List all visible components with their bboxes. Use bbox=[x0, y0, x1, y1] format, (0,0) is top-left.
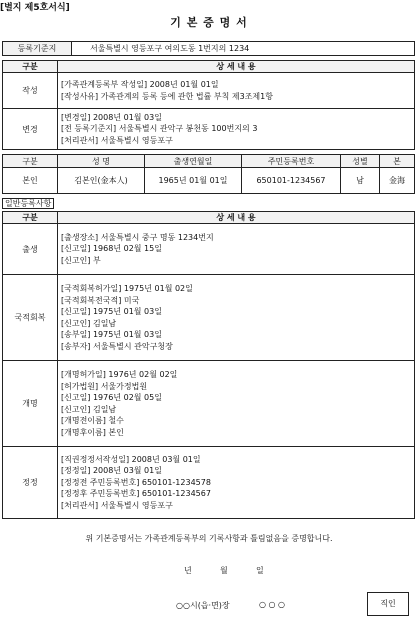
general-row bbox=[3, 361, 415, 447]
general-row bbox=[3, 275, 415, 361]
record-category: 변경 bbox=[3, 109, 58, 150]
detail-line: [신고일] 1976년 02월 05일 bbox=[61, 393, 162, 402]
detail-line: [허가법원] 서울가정법원 bbox=[61, 381, 148, 391]
detail-line: [변경일] 2008년 01월 03일 bbox=[61, 112, 162, 122]
general-header-detail: 상 세 내 용 bbox=[58, 212, 415, 224]
general-detail bbox=[58, 275, 415, 361]
person-header: 출생연월일 bbox=[145, 155, 242, 168]
person-origin: 金海 bbox=[380, 168, 415, 194]
general-section-label: 일반등록사항 bbox=[2, 198, 54, 209]
person-header: 본 bbox=[380, 155, 415, 168]
certification-statement: 위 기본증명서는 가족관계등록부의 기록사항과 틀림없음을 증명합니다. bbox=[85, 534, 333, 543]
person-gender: 남 bbox=[341, 168, 380, 194]
date-day-label: 일 bbox=[256, 566, 264, 575]
record-detail bbox=[58, 109, 415, 150]
detail-line: [처리관서] 서울특별시 영등포구 bbox=[61, 135, 173, 145]
official-name: ○ ○ ○ bbox=[259, 600, 286, 609]
record-header-detail: 상 세 내 용 bbox=[58, 61, 415, 73]
detail-line: [작성사유] 가족관계의 등록 등에 관한 법률 부칙 제3조제1항 bbox=[61, 91, 273, 101]
general-category: 개명 bbox=[3, 361, 58, 447]
detail-line: [정정전 주민등록번호] 650101-1234578 bbox=[61, 477, 211, 487]
person-header: 구분 bbox=[3, 155, 58, 168]
detail-line: [국적회복허가일] 1975년 01월 02일 bbox=[61, 284, 193, 293]
detail-line: [개명전이름] 철수 bbox=[61, 416, 124, 425]
person-table bbox=[2, 154, 415, 194]
person-header: 성별 bbox=[341, 155, 380, 168]
issuing-official: ○○시(읍·면)장 bbox=[176, 601, 230, 610]
detail-line: [전 등록기준지] 서울특별시 관악구 봉천동 100번지의 3 bbox=[61, 124, 258, 134]
general-header-category: 구분 bbox=[3, 212, 58, 224]
detail-line: [직권정정서작성일] 2008년 03월 01일 bbox=[61, 454, 201, 464]
person-header: 성 명 bbox=[58, 155, 145, 168]
record-category: 작성 bbox=[3, 73, 58, 109]
date-month-label: 월 bbox=[220, 566, 228, 575]
person-header: 주민등록번호 bbox=[242, 155, 341, 168]
general-category: 출생 bbox=[3, 224, 58, 275]
registry-label: 등록기준지 bbox=[3, 42, 72, 56]
registry-value: 서울특별시 영등포구 여의도동 1번지의 1234 bbox=[72, 42, 415, 56]
detail-line: [신고일] 1968년 02월 15일 bbox=[61, 244, 162, 254]
document-title: 기 본 증 명 서 bbox=[170, 16, 248, 29]
person-value: 본인 bbox=[3, 168, 58, 194]
detail-line: [개명후이름] 본인 bbox=[61, 427, 124, 437]
person-resident-number: 650101-1234567 bbox=[242, 168, 341, 194]
record-detail bbox=[58, 73, 415, 109]
detail-line: [송부일] 1975년 01월 03일 bbox=[61, 330, 162, 339]
record-header-category: 구분 bbox=[3, 61, 58, 73]
general-category: 국적회복 bbox=[3, 275, 58, 361]
detail-line: [가족관계등록부 작성일] 2008년 01월 01일 bbox=[61, 80, 219, 89]
detail-line: [국적회복전국적] 미국 bbox=[61, 295, 140, 305]
record-table bbox=[2, 60, 415, 150]
detail-line: [신고인] 부 bbox=[61, 255, 101, 265]
detail-line: [처리관서] 서울특별시 영등포구 bbox=[61, 500, 173, 510]
general-detail bbox=[58, 447, 415, 519]
detail-line: [출생장소] 서울특별시 중구 명동 1234번지 bbox=[61, 232, 214, 242]
detail-line: [송부자] 서울특별시 관악구청장 bbox=[61, 341, 173, 351]
detail-line: [신고일] 1975년 01월 03일 bbox=[61, 307, 162, 316]
registry-table bbox=[2, 41, 415, 56]
date-year-label: 년 bbox=[184, 566, 192, 575]
general-row bbox=[3, 447, 415, 519]
detail-line: [정정후 주민등록번호] 650101-1234567 bbox=[61, 489, 211, 499]
general-detail bbox=[58, 224, 415, 275]
detail-line: [정정일] 2008년 03월 01일 bbox=[61, 466, 162, 476]
detail-line: [신고인] 김일남 bbox=[61, 318, 117, 328]
record-row bbox=[3, 109, 415, 150]
person-birthdate: 1965년 01월 01일 bbox=[145, 168, 242, 194]
official-seal: 직인 bbox=[367, 592, 409, 616]
general-detail bbox=[58, 361, 415, 447]
form-number-label: [별지 제5호서식] bbox=[0, 3, 70, 13]
general-row bbox=[3, 224, 415, 275]
person-name: 김본인(金本人) bbox=[58, 168, 145, 194]
detail-line: [개명허가일] 1976년 02월 02일 bbox=[61, 370, 178, 379]
record-row bbox=[3, 73, 415, 109]
detail-line: [신고인] 김일남 bbox=[61, 404, 117, 414]
general-category: 정정 bbox=[3, 447, 58, 519]
general-table bbox=[2, 211, 415, 519]
